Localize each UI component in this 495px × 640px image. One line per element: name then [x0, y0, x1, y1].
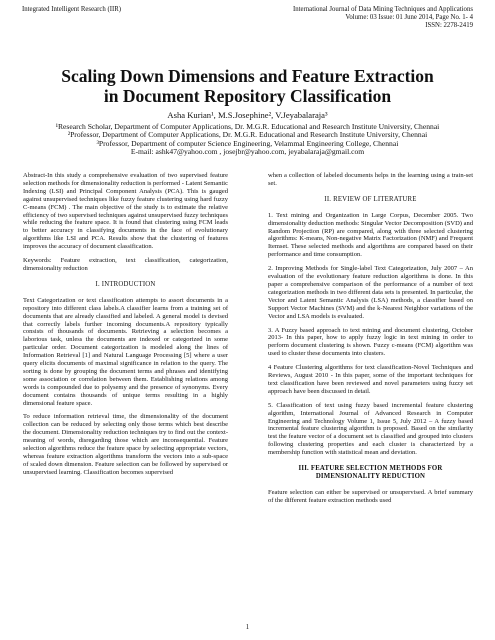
affiliation-1: ¹Research Scholar, Department of Computer Applications, Dr. M.G.R. Educational and Research Institute University, Chennai	[55, 121, 440, 131]
introduction-paragraph-2: To reduce information retrieval time, the dimensionality of the document collection can be reduced by selecting only those terms which best describe the document. Dimensionality reduction techniques try to find out the context-meaning of words, disregarding those which are inconsequential. Feature selection algorithms reduce the feature space by selecting appropriate vectors, whereas feature extraction algorithms transform the vectors into a sub-space of scaled down dimension. Feature selection can be followed by supervised or unsupervised learning. Classification becomes supervised	[23, 413, 228, 476]
journal-info	[243, 6, 473, 31]
affiliation-3: ³Professor, Department of computer Science Engineering, Velammal Engineering College, Chennai	[96, 138, 399, 148]
paper-title	[20, 66, 475, 106]
right-column	[268, 172, 473, 511]
review-item-5: 5. Classification of text using fuzzy based incremental feature clustering algorithm, International Journal of Advanced Research in Computer Engineering and Technology Volume 1, Issue 5, July 2012 – A fuzzy based incremental feature clustering algorithm is proposed. Based on the similarity test the feature vector of a document set is classified and grouped into clusters following clustering properties and each cluster is characterized by a membership function with statistical mean and deviation.	[268, 401, 473, 457]
author-names: Asha Kurian¹, M.S.Josephine², V.Jeyabalaraja³	[167, 110, 328, 120]
affiliation-2: ²Professor, Department of Computer Applications, Dr. M.G.R. Educational and Research Institute University, Chennai	[67, 130, 428, 140]
review-item-4: 4 Feature Clustering algorithms for text classification-Novel Techniques and Reviews, August 2010 - In this paper, some of the important techniques for text classification have been reviewed and novel parameters using fuzzy set approach have been discussed in detail.	[268, 364, 473, 395]
review-item-3: 3. A Fuzzy based approach to text mining and document clustering, October 2013- In this paper, how to apply fuzzy logic in text mining in order to perform document clustering is shown. Fuzzy c-means (FCM) algorithm was used to cluster these documents into clusters.	[268, 326, 473, 358]
introduction-paragraph-1: Text Categorization or text classification attempts to assort documents in a repository into different class labels.A classifier learns from a training set of documents that are already classified and labeled. A general model is devised that correctly labels further incoming documents.A repository typically consists of thousands of documents. Retrieving a selection becomes a laborious task, unless the documents are indexed or categorized in some particular order. Document categorization is modeled along the lines of Information Retrieval [1] and Natural Language Processing [5] where a user query elicits documents of maximal significance in relation to the query. The sorting is done by grouping the document terms and phrases and identifying some association or correlation between them. Establishing relations among words is compounded due to polysemy and the presence of synonyms. Every document contains thousands of unique terms resulting in a highly dimensional feature space.	[23, 296, 228, 407]
review-item-2: 2. Improving Methods for Single-label Text Categorization, July 2007 – An evaluation of the evolutionary feature reduction algorithms is done. In this paper a comprehensive comparison of the performance of a number of text categorization methods in two different data sets is presented. In particular, the Vector and Latent Semantic Analysis (LSA) methods, a classifier based on Support Vector Machines (SVM) and the k-Nearest Neighbor variations of the Vector and LSA models is evaluated.	[268, 265, 473, 320]
keywords-paragraph: Keywords: Feature extraction, text classification, categorization, dimensionality reduction	[23, 257, 228, 272]
author-emails: E-mail: ashk47@yahoo.com , josejbr@yahoo.com, jeyabalaraja@gmail.com	[130, 147, 365, 157]
feature-selection-paragraph: Feature selection can either be supervised or unsupervised. A brief summary of the different feature extraction methods used	[268, 488, 473, 504]
journal-name: International Journal of Data Mining Techniques and Applications	[292, 6, 473, 13]
author-block	[20, 111, 475, 157]
continuation-paragraph: when a collection of labeled documents helps in the learning using a train-set set.	[268, 172, 473, 187]
abstract-paragraph: Abstract-In this study a comprehensive evaluation of two supervised feature selection methods for dimensionality reduction is performed - Latent Semantic Indexing (LSI) and Principal Component Analysis (PCA). This is gauged against unsupervised techniques like fuzzy feature clustering using hard fuzzy C-means (FCM) . The main objective of the study is to estimate the relative efficiency of two supervised techniques against unsupervised fuzzy techniques while reducing the feature space. It is found that clustering using FCM leads to better accuracy in classifying documents in the face of evolutionary algorithms like LSI and PCA. Results show that the clustering of features improves the accuracy of document classification.	[23, 172, 228, 251]
paper-title-line-1: Scaling Down Dimensions and Feature Extraction	[61, 66, 434, 86]
page-number: 1	[245, 624, 250, 631]
journal-volume: Volume: 03 Issue: 01 June 2014, Page No. 1- 4	[345, 14, 473, 22]
review-heading: II. REVIEW OF LITERATURE	[324, 195, 417, 203]
left-column	[23, 172, 228, 483]
review-item-1: 1. Text mining and Organization in Large Corpus, December 2005. Two dimensionality deduction methods: Singular Vector Decomposition (SVD) and Random Projection (RP) are compared, along with three selected clustering algorithms: K-means, Non-negative Matrix Factorization (NMF) and Frequent Itemset. These selected methods and algorithms are compared based on their performance and time consumption.	[268, 211, 473, 259]
paper-title-line-2: in Document Repository Classification	[103, 86, 392, 106]
introduction-heading: I. INTRODUCTION	[95, 280, 156, 288]
journal-issn: ISSN: 2278-2419	[425, 22, 473, 30]
feature-selection-heading: III. FEATURE SELECTION METHODS FOR DIMENSIONALITY REDUCTION	[298, 465, 443, 480]
journal-publisher: Integrated Intelligent Research (IIR)	[22, 6, 122, 13]
